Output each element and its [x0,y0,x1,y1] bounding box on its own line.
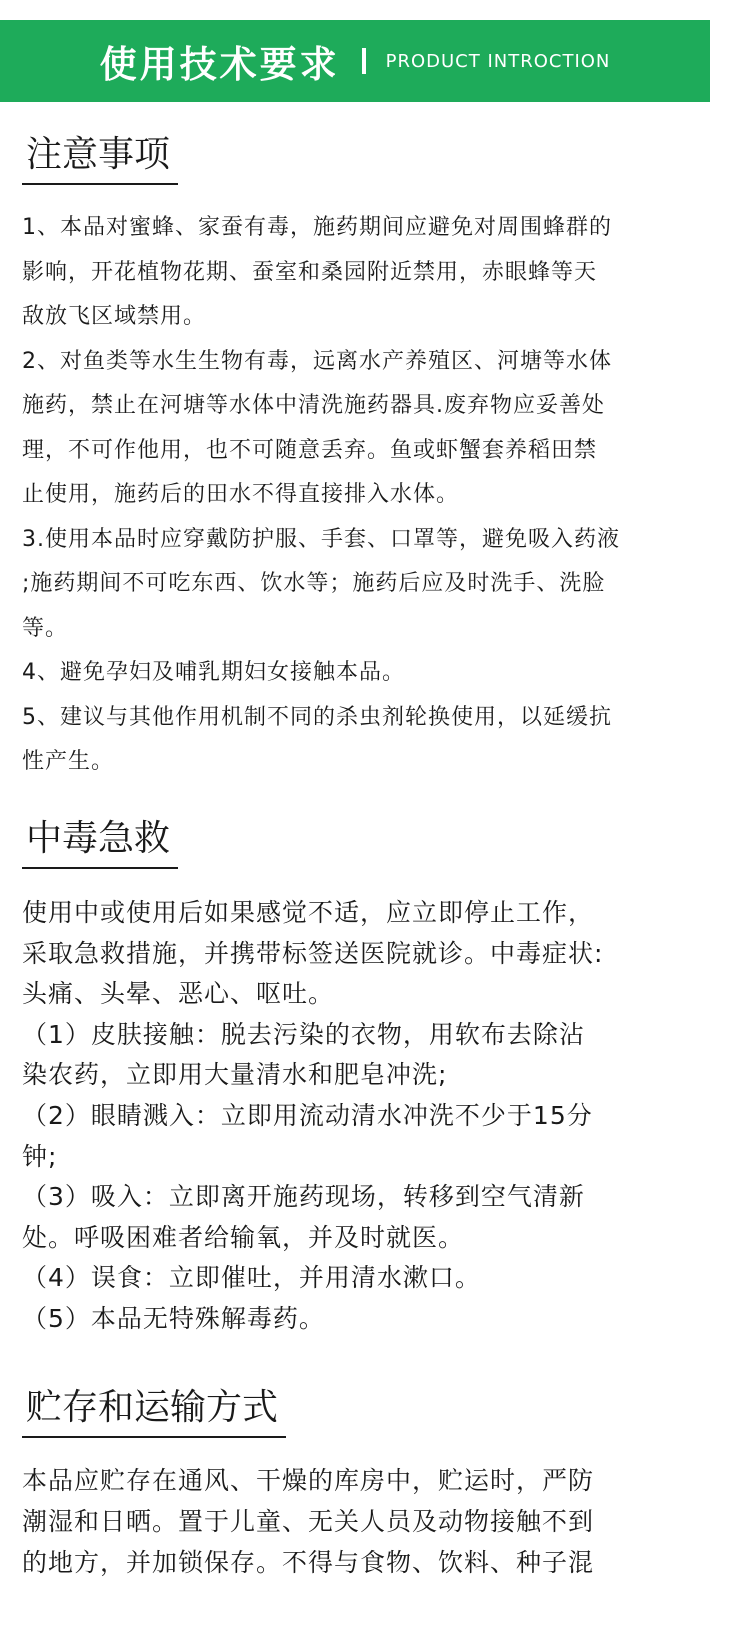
storage-section [22,1385,702,1583]
precautions-section [22,132,702,785]
precaution-item: 4、避免孕妇及哺乳期妇女接触本品。 [22,660,405,685]
first-aid-item: （2）眼睛溅入：立即用流动清水冲洗不少于15分 钟; [22,1100,593,1171]
banner-title: 使用技术要求 [99,43,340,86]
first-aid-item: （1）皮肤接触：脱去污染的衣物，用软布去除沾 染农药，立即用大量清水和肥皂冲洗; [22,1019,585,1090]
first-aid-item: 使用中或使用后如果感觉不适，应立即停止工作， 采取急救措施，并携带标签送医院就诊。中毒症状: 头痛、头晕、恶心、呕吐。 [22,898,604,1009]
first-aid-item: （4）误食：立即催吐，并用清水漱口。 [22,1263,481,1293]
header-banner [0,20,710,102]
first-aid-heading: 中毒急救 [22,816,178,869]
precaution-item: 3.使用本品时应穿戴防护服、手套、口罩等，避免吸入药液 ;施药期间不可吃东西、饮水等；施药后应及时洗手、洗脸 等。 [22,526,620,641]
precaution-item: 1、本品对蜜蜂、家蚕有毒，施药期间应避免对周围蜂群的 影响，开花植物花期、蚕室和桑园附近禁用，赤眼蜂等天 敌放飞区域禁用。 [22,215,612,329]
first-aid-item: （3）吸入：立即离开施药现场，转移到空气清新 处。呼吸困难者给输氧，并及时就医。 [22,1182,585,1252]
first-aid-section [22,816,702,1340]
storage-heading: 贮存和运输方式 [22,1385,286,1438]
precautions-heading: 注意事项 [22,132,178,185]
precaution-item: 5、建议与其他作用机制不同的杀虫剂轮换使用，以延缓抗 性产生。 [22,704,612,774]
storage-text: 本品应贮存在通风、干燥的库房中，贮运时，严防 潮湿和日晒。置于儿童、无关人员及动物接触不到 的地方，并加锁保存。不得与食物、饮料、种子混 [22,1466,595,1577]
precaution-item: 2、对鱼类等水生生物有毒，远离水产养殖区、河塘等水体 施药，禁止在河塘等水体中清洗施药器具.废弃物应妥善处 理，不可作他用，也不可随意丢弃。鱼或虾蟹套养稻田禁 止使用，施药后的田水不得直接排入水体。 [22,348,612,507]
banner-subtitle: PRODUCT INTROCTION [385,50,611,72]
first-aid-item: （5）本品无特殊解毒药。 [22,1303,325,1333]
banner-separator [362,48,366,74]
